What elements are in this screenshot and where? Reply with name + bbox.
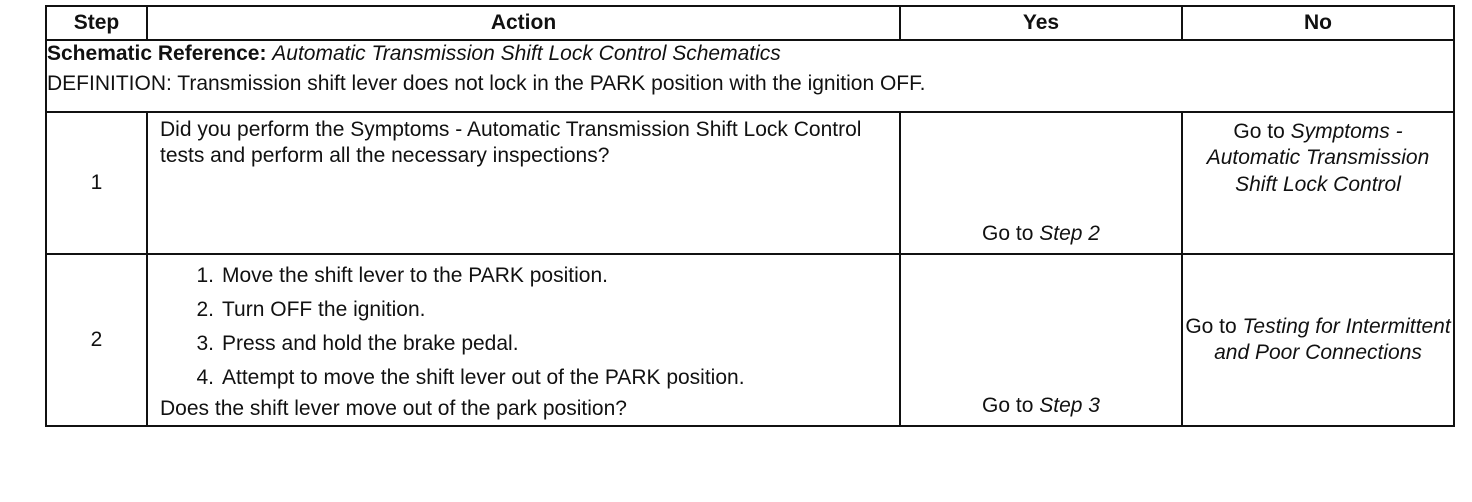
reference-cell xyxy=(46,40,1454,112)
yes-prefix: Go to xyxy=(982,393,1040,417)
no-goto xyxy=(1183,113,1453,198)
list-item-number: 4. xyxy=(196,366,214,389)
yes-goto xyxy=(901,393,1181,419)
header-yes: Yes xyxy=(900,6,1182,40)
header-action: Action xyxy=(147,6,900,40)
yes-cell xyxy=(900,254,1182,426)
no-cell xyxy=(1182,112,1454,254)
action-text xyxy=(147,112,900,254)
list-item-text: Turn OFF the ignition. xyxy=(222,298,426,321)
action-question: Does the shift lever move out of the park position? xyxy=(160,397,627,420)
definition-text: DEFINITION: Transmission shift lever does not lock in the PARK position with the ignition OFF. xyxy=(47,72,926,95)
list-item-text: Press and hold the brake pedal. xyxy=(222,332,519,355)
header-no: No xyxy=(1182,6,1454,40)
no-link: Testing for Intermittent and Poor Connections xyxy=(1214,314,1451,364)
header-step: Step xyxy=(46,6,147,40)
yes-link: Step 3 xyxy=(1039,393,1100,417)
step-number: 1 xyxy=(46,112,147,254)
list-item-text: Move the shift lever to the PARK position. xyxy=(222,264,608,287)
list-item xyxy=(178,293,887,327)
diagnostic-table-container xyxy=(45,5,1453,427)
table-row xyxy=(46,254,1454,426)
header-row xyxy=(46,6,1454,40)
step-number: 2 xyxy=(46,254,147,426)
list-item xyxy=(178,327,887,361)
action-text xyxy=(147,254,900,426)
list-item xyxy=(178,259,887,293)
list-item-number: 3. xyxy=(196,332,214,355)
reference-row xyxy=(46,40,1454,112)
list-item-text: Attempt to move the shift lever out of the PARK position. xyxy=(222,366,745,389)
diagnostic-table xyxy=(45,5,1455,427)
list-item-number: 2. xyxy=(196,298,214,321)
procedure-list xyxy=(160,259,887,395)
schematic-reference xyxy=(47,41,1453,71)
no-goto xyxy=(1183,314,1453,367)
list-item xyxy=(178,361,887,395)
no-prefix: Go to xyxy=(1185,314,1243,338)
schematic-reference-value: Automatic Transmission Shift Lock Control Schematics xyxy=(272,42,781,65)
yes-prefix: Go to xyxy=(982,221,1040,245)
yes-goto xyxy=(901,221,1181,247)
no-prefix: Go to xyxy=(1233,120,1291,143)
table-row xyxy=(46,112,1454,254)
no-cell xyxy=(1182,254,1454,426)
yes-cell xyxy=(900,112,1182,254)
list-item-number: 1. xyxy=(196,264,214,287)
no-link: Symptoms - Automatic Transmission Shift Lock Control xyxy=(1206,120,1430,196)
yes-link: Step 2 xyxy=(1039,221,1100,245)
schematic-reference-label: Schematic Reference: xyxy=(47,42,267,65)
action-question: Did you perform the Symptoms - Automatic Transmission Shift Lock Control tests and perform all the necessary inspections? xyxy=(160,118,862,168)
